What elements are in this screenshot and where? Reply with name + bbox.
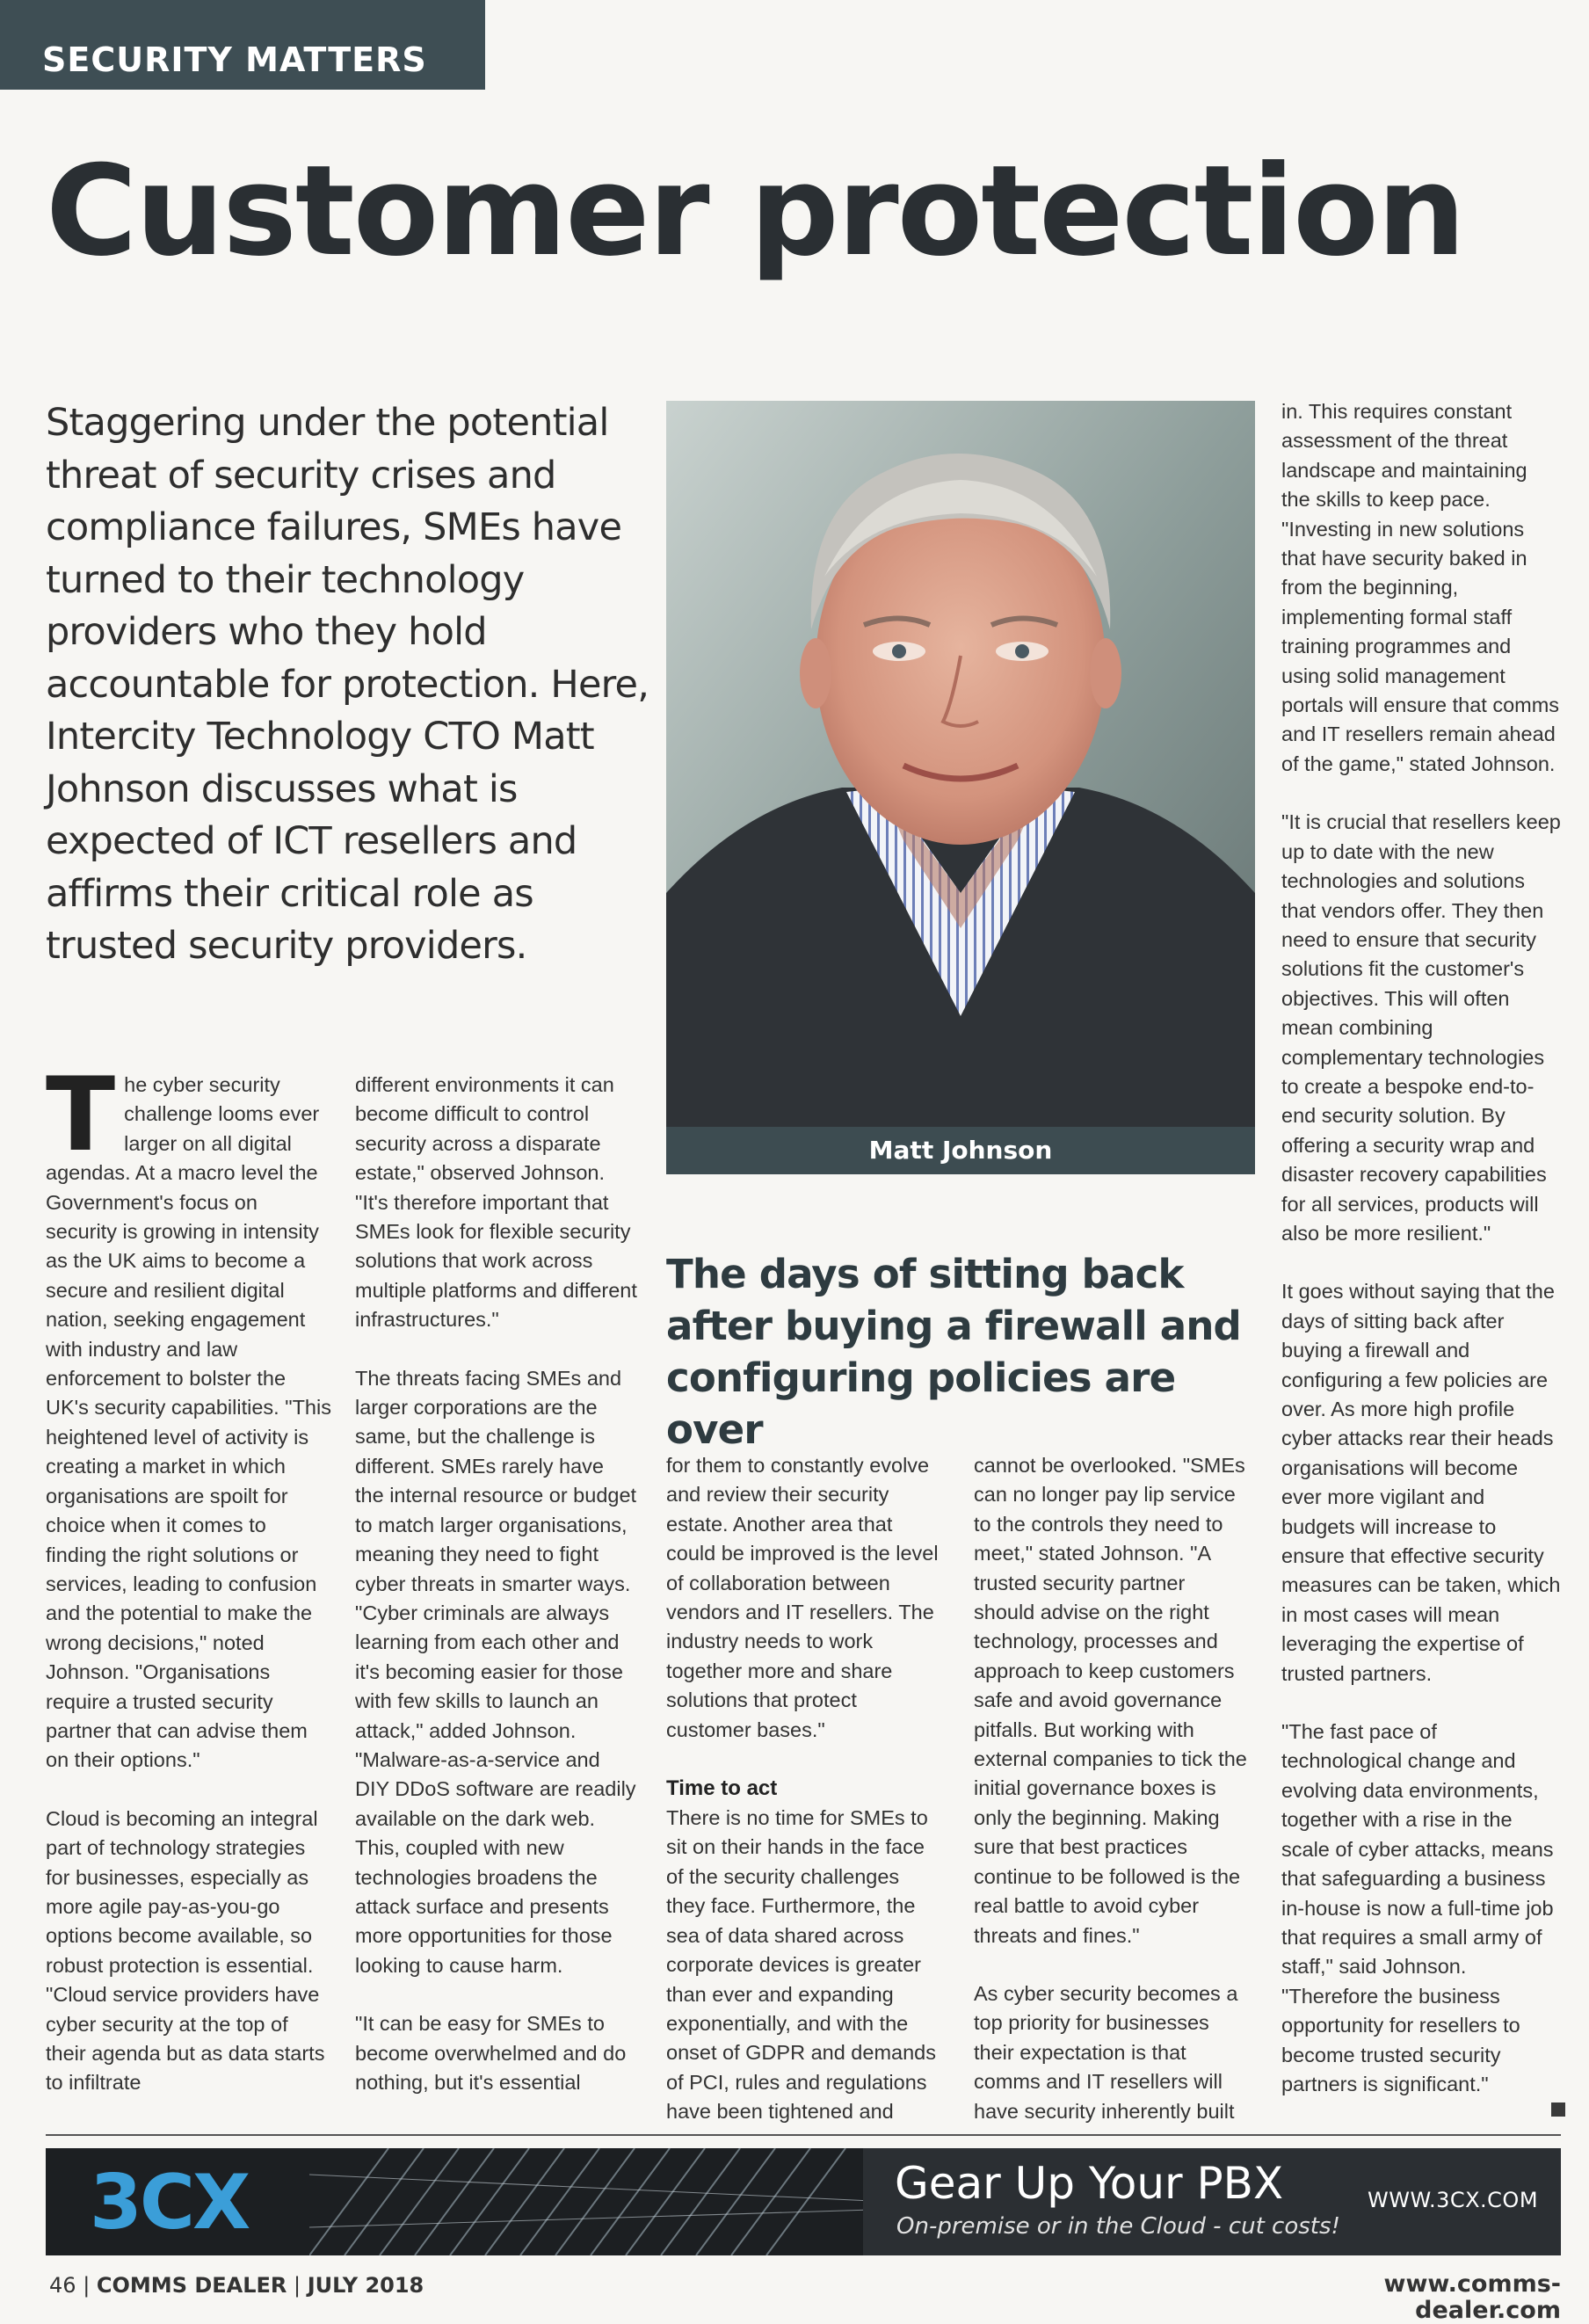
standfirst: Staggering under the potential threat of security crises and compliance failures, SMEs have turned to their technology providers who they hold accountable for protection. Here, Intercity Technology CTO Matt Johnson discusses what is expected of ICT resellers and affirms their critical role as trusted security providers. bbox=[46, 401, 649, 968]
paragraph: in. This requires constant assessment of the threat landscape and maintaining the skills to keep pace. "Investing in new solutions that have security baked in from the beginning, implementing formal staff training programmes and using solid management portals will ensure that comms and IT resellers remain ahead of the game," stated Johnson. bbox=[1281, 400, 1560, 775]
body-column-4 bbox=[974, 1451, 1252, 2126]
issue-date: JULY 2018 bbox=[307, 2273, 424, 2298]
subheading: Time to act bbox=[666, 1776, 778, 1801]
advert-headline: Gear Up Your PBX bbox=[895, 2158, 1284, 2209]
paragraph: "It is crucial that resellers keep up to date with the new technologies and solutions that vendors offer. They then need to ensure that security solutions fit the customer's objectives. This will often mean combining complementary technologies to create a bespoke end-to-end security solution. By offering a security wrap and disaster recovery capabilities for all services, products will also be more resilient." bbox=[1281, 810, 1561, 1245]
body-column-1 bbox=[46, 1056, 332, 2098]
folio-separator: | bbox=[294, 2273, 308, 2298]
photo-caption: Matt Johnson bbox=[666, 1127, 1255, 1174]
body-column-5 bbox=[1281, 397, 1561, 2099]
paragraph: for them to constantly evolve and review their security estate. Another area that could be improved is the level of collaboration between vendors and IT resellers. The industry needs to work together more and share solutions that protect customer bases." bbox=[666, 1454, 939, 1741]
body-column-3 bbox=[666, 1451, 944, 2127]
headline: Customer protection bbox=[46, 139, 1464, 284]
publication-name: COMMS DEALER bbox=[96, 2273, 287, 2298]
paragraph: There is no time for SMEs to sit on their hands in the face of the security challenges they face. Furthermore, the sea of data shared across corporate devices is greater than ever and expanding exponentially, and with the onset of GDPR and demands of PCI, rules and regulations have been tightened and bbox=[666, 1806, 936, 2124]
advert-logo: 3CX bbox=[90, 2159, 249, 2247]
paragraph: As cyber security becomes a top priority for businesses their expectation is that comms and IT resellers will have security inherently built bbox=[974, 1981, 1238, 2123]
paragraph: "The fast pace of technological change and evolving data environments, together with a rise in the scale of cyber attacks, means that safeguarding a business in-house is now a full-time job that requires a small army of staff," said Johnson. "Therefore the business opportunity for resellers to become trusted security partners is significant." bbox=[1281, 1720, 1554, 2095]
paragraph: he cyber security challenge looms ever larger on all digital agendas. At a macro level the Government's focus on security is growing in intensity as the UK aims to become a secure and resilient digital nation, seeking engagement with industry and law enforcement to bolster the UK's security capabilities. "This heightened level of activity is creating a market in which organisations are spoilt for choice when it comes to finding the right solutions or services, leading to confusion and the potential to make the wrong decisions," noted Johnson. "Organisations require a trusted security partner that can advise them on their options." bbox=[46, 1073, 331, 1772]
pull-quote: The days of sitting back after buying a firewall and configuring policies are over bbox=[666, 1251, 1241, 1453]
paragraph: Cloud is becoming an integral part of technology strategies for businesses, especially as more agile pay-as-you-go options become available, so robust protection is essential. "Cloud service providers have cyber security at the top of their agenda but as data starts to infiltrate bbox=[46, 1806, 325, 2095]
portrait-photo bbox=[666, 401, 1255, 1174]
paragraph: "It can be easy for SMEs to become overwhelmed and do nothing, but it's essential bbox=[355, 2012, 627, 2094]
folio-separator: | bbox=[83, 2273, 97, 2298]
paragraph: It goes without saying that the days of sitting back after buying a firewall and configuring a few policies are over. As more high profile cyber attacks rear their heads organisations will become ever more vigilant and budgets will increase to ensure that effective security measures can be taken, which in most cases will mean leveraging the expertise of trusted partners. bbox=[1281, 1280, 1561, 1685]
footer-folio bbox=[49, 2272, 424, 2299]
footer-website[interactable]: www.comms-dealer.com bbox=[1383, 2270, 1561, 2324]
drop-cap: T bbox=[46, 1056, 116, 1174]
advert-url[interactable]: WWW.3CX.COM bbox=[1368, 2188, 1539, 2212]
paragraph: cannot be overlooked. "SMEs can no longer pay lip service to the controls they need to meet," stated Johnson. "A trusted security partner should advise on the right technology, processes and approach to keep customers safe and avoid governance pitfalls. But working with external companies to tick the initial governance boxes is only the beginning. Making sure that best practices continue to be followed is the real battle to avoid cyber threats and fines." bbox=[974, 1454, 1247, 1947]
advert-light-streaks bbox=[309, 2148, 872, 2255]
advert-banner[interactable] bbox=[46, 2148, 1561, 2255]
section-label: SECURITY MATTERS bbox=[42, 40, 427, 79]
page-number: 46 bbox=[49, 2273, 76, 2298]
paragraph: The threats facing SMEs and larger corporations are the same, but the challenge is different. SMEs rarely have the internal resource or budget to match larger organisations, meaning they need to fight cyber threats in smarter ways. "Cyber criminals are always learning from each other and it's becoming easier for those with few skills to launch an attack," added Johnson. "Malware-as-a-service and DIY DDoS software are readily available on the dark web. This, coupled with new technologies broadens the attack surface and presents more opportunities for those looking to cause harm. bbox=[355, 1366, 637, 1977]
section-tab bbox=[0, 0, 485, 90]
end-of-article-mark bbox=[1551, 2102, 1565, 2117]
body-column-2 bbox=[355, 1071, 638, 2097]
portrait-illustration bbox=[666, 401, 1255, 1174]
paragraph: different environments it can become difficult to control security across a disparate estate," observed Johnson. "It's therefore important that SMEs look for flexible security solutions that work across multiple platforms and different infrastructures." bbox=[355, 1073, 637, 1332]
advert-tagline: On-premise or in the Cloud - cut costs! bbox=[896, 2213, 1340, 2240]
divider bbox=[46, 2134, 1561, 2136]
